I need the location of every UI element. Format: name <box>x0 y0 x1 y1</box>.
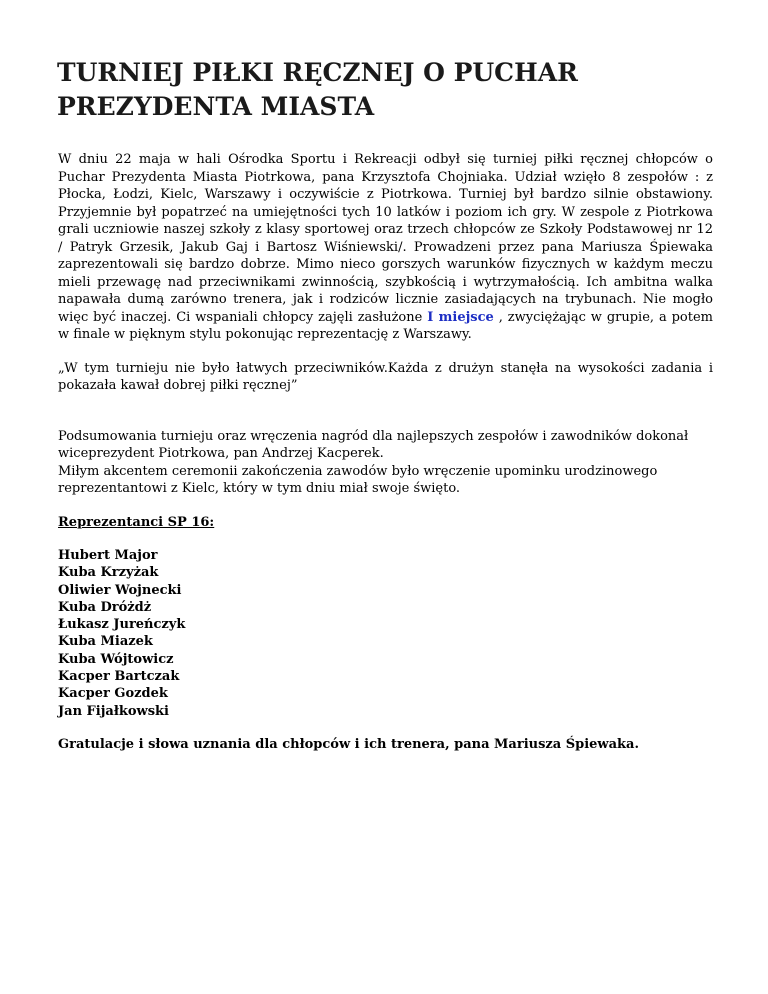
quote-paragraph: „W tym turnieju nie było łatwych przeciwników.Każda z drużyn stanęła na wysokości zadania i pokazała kawał dobrej piłki ręcznej” <box>58 360 713 393</box>
first-place-highlight: I miejsce <box>427 309 494 325</box>
article-body <box>58 151 713 753</box>
intro-paragraph <box>58 151 713 344</box>
page-title: TURNIEJ PIŁKI RĘCZNEJ O PUCHAR PREZYDENTA MIASTA <box>57 58 578 121</box>
list-item: Hubert Major <box>58 548 158 563</box>
representatives-heading: Reprezentanci SP 16: <box>58 514 215 530</box>
list-item: Kuba Miazek <box>58 634 153 650</box>
summary-paragraph-1: Podsumowania turnieju oraz wręczenia nagród dla najlepszych zespołów i zawodników dokonał wiceprezydent Piotrkowa, pan Andrzej Kacperek. <box>58 428 689 461</box>
list-item: Łukasz Jureńczyk <box>58 617 186 633</box>
list-item: Kuba Krzyżak <box>58 565 159 581</box>
list-item: Kacper Gozdek <box>58 686 168 702</box>
intro-text-end: , zwyciężając w grupie, a potem w finale w pięknym stylu pokonując reprezentację z Warszawy. <box>58 309 714 342</box>
closing-sentence: Gratulacje i słowa uznania dla chłopców i ich trenera, pana Mariusza Śpiewaka. <box>58 736 640 752</box>
representatives-list <box>58 547 713 720</box>
list-item: Kacper Bartczak <box>58 669 180 685</box>
summary-paragraph-2: Miłym akcentem ceremonii zakończenia zawodów było wręczenie upominku urodzinowego reprezentantowi z Kielc, który w tym dniu miał swoje święto. <box>58 463 658 496</box>
list-item: Jan Fijałkowski <box>58 703 169 719</box>
list-item: Kuba Dróżdż <box>58 599 152 615</box>
list-item: Kuba Wójtowicz <box>58 651 174 667</box>
list-item: Oliwier Wojnecki <box>58 582 182 598</box>
intro-text: W dniu 22 maja w hali Ośrodka Sportu i Rekreacji odbył się turniej piłki ręcznej chłopców o Puchar Prezydenta Miasta Piotrkowa, pana Krzysztofa Chojniaka. Udział wzięło 8 zespołów : z Płocka, Łodzi, Kielc, Warszawy i oczywiście z Piotrkowa. Turniej był bardzo silnie obstawiony. Przyjemnie był popatrzeć na umiejętności tych 10 latków i poziom ich gry. W zespole z Piotrkowa grali uczniowie naszej szkoły z klasy sportowej oraz trzech chłopców ze Szkoły Podstawowej nr 12 / Patryk Grzesik, Jakub Gaj i Bartosz Wiśniewski/. Prowadzeni przez pana Mariusza Śpiewaka zaprezentowali się bardzo dobrze. Mimo nieco gorszych warunków fizycznych w każdym meczu mieli przewagę nad przeciwnikami zwinnością, szybkością i wytrzymałością. Ich ambitna walka napawała dumą zarówno trenera, jak i rodziców licznie zasiadających na trybunach. Nie mogło więc być inaczej. Ci wspaniali chłopcy zajęli zasłużone <box>58 152 713 325</box>
